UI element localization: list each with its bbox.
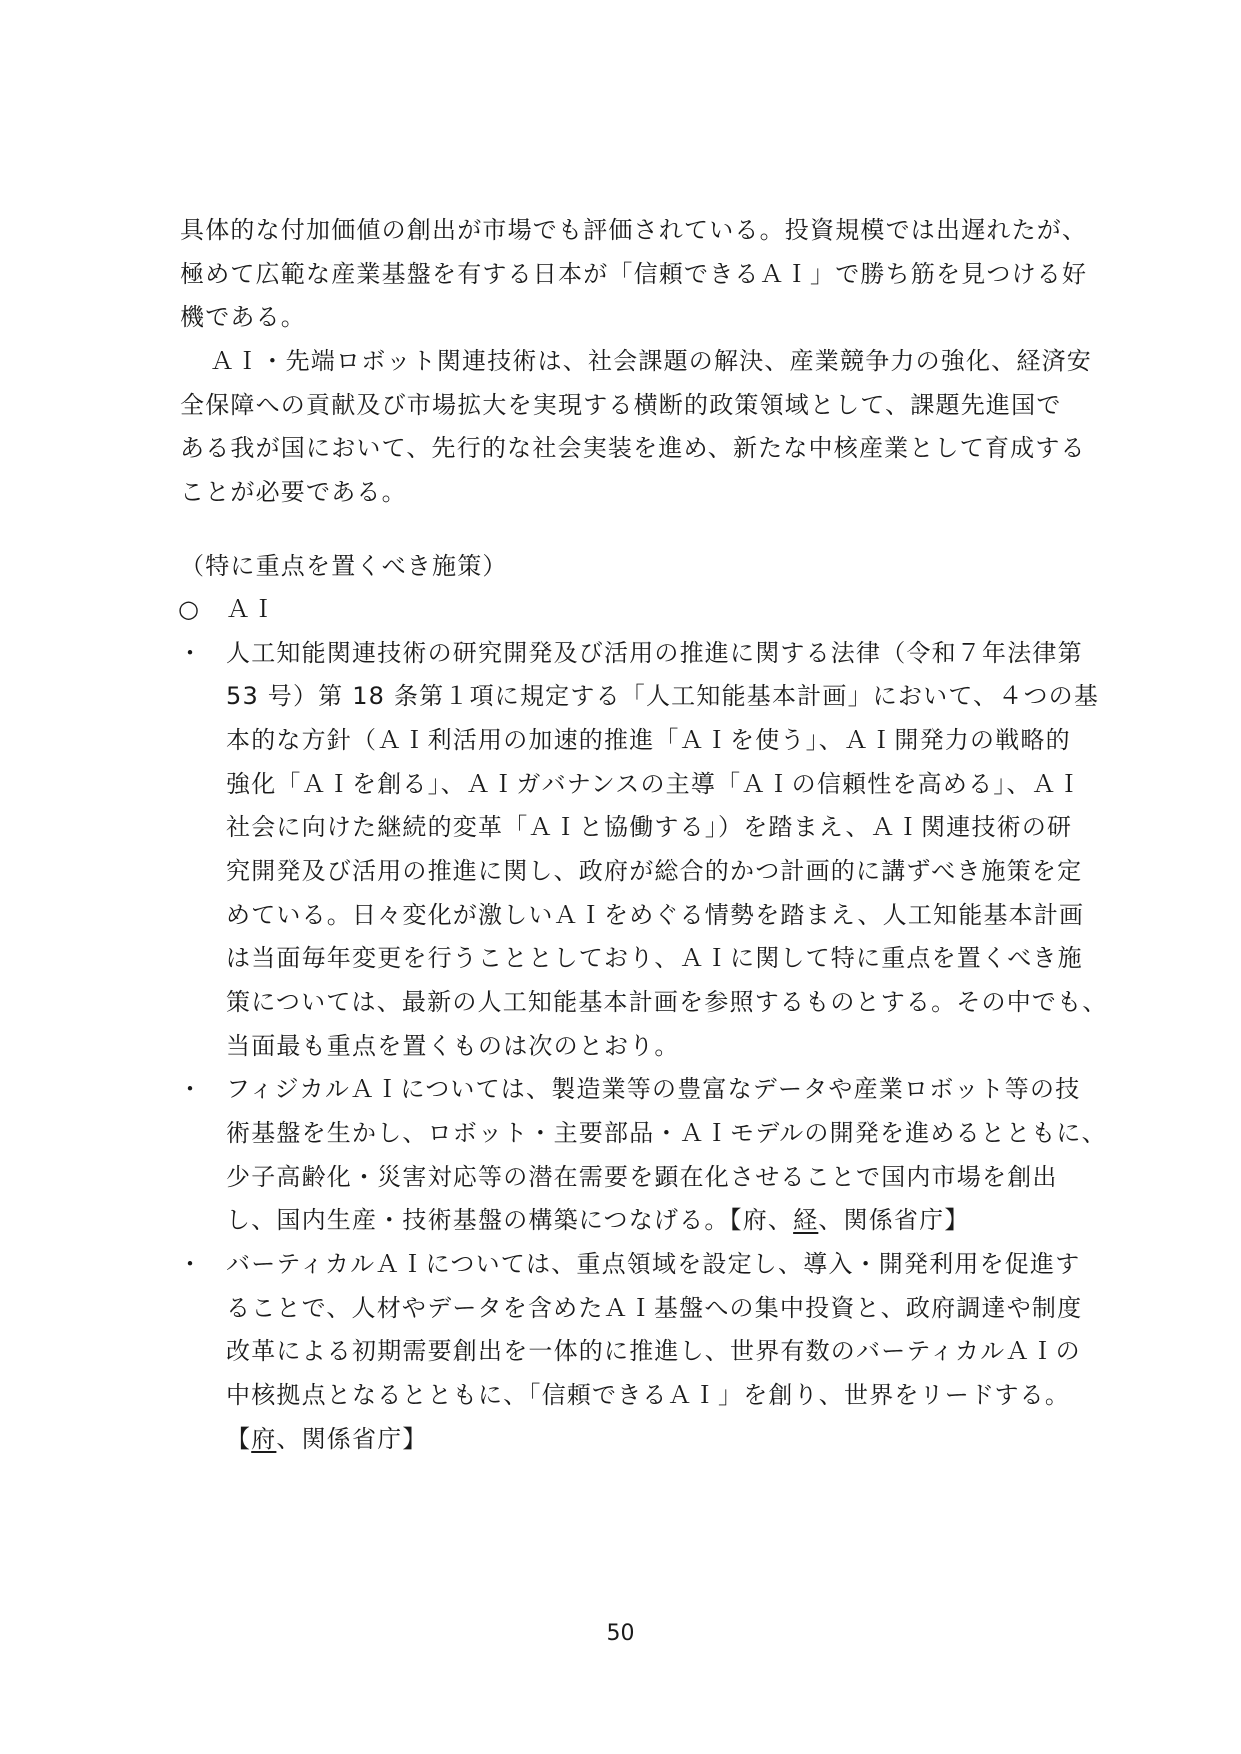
bullet-text-line: ることで、人材やデータを含めたＡＩ基盤への集中投資と、政府調達や制度 <box>226 1293 1083 1322</box>
bullet-text-line: 強化「ＡＩを創る」、ＡＩガバナンスの主導「ＡＩの信頼性を高める」、ＡＩ <box>226 769 1083 798</box>
circle-bullet-icon: ○ <box>178 594 199 623</box>
bullet-text-line: 改革による初期需要創出を一体的に推進し、世界有数のバーティカルＡＩの <box>226 1337 1081 1366</box>
lead-ministry-marker: 経 <box>793 1206 819 1235</box>
bullet-text-line: 少子高齢化・災害対応等の潜在需要を顕在化させることで国内市場を創出 <box>226 1162 1058 1191</box>
body-text-line: ある我が国において、先行的な社会実装を進め、新たな中核産業として育成する <box>180 434 1086 463</box>
bullet-text-segment: 、関係省庁】 <box>276 1424 428 1453</box>
bullet-text-line: 53 号）第 18 条第１項に規定する「人工知能基本計画」において、４つの基 <box>226 682 1100 711</box>
bullet-text-line <box>226 1423 428 1455</box>
bullet-text-segment: 、関係省庁】 <box>818 1206 970 1235</box>
bullet-text-line: 当面最も重点を置くものは次のとおり。 <box>226 1031 680 1060</box>
bullet-text-line: 人工知能関連技術の研究開発及び活用の推進に関する法律（令和７年法律第 <box>226 638 1083 667</box>
bullet-text-line <box>226 1204 970 1236</box>
page-number: 50 <box>606 1621 635 1646</box>
bullet-text-line: めている。日々変化が激しいＡＩをめぐる情勢を踏まえ、人工知能基本計画 <box>226 900 1085 929</box>
bullet-text-line: フィジカルＡＩについては、製造業等の豊富なデータや産業ロボット等の技 <box>226 1075 1081 1104</box>
bullet-icon: ・ <box>178 1075 202 1104</box>
bullet-text-line: 中核拠点となるとともに、「信頼できるＡＩ」を創り、世界をリードする。 <box>226 1381 1071 1410</box>
bullet-icon: ・ <box>178 1250 202 1279</box>
bullet-text-segment: 【 <box>226 1424 252 1453</box>
bullet-icon: ・ <box>178 638 202 667</box>
body-text-line: 極めて広範な産業基盤を有する日本が「信頼できるＡＩ」で勝ち筋を見つける好 <box>180 259 1088 288</box>
lead-ministry-marker: 府 <box>251 1424 277 1453</box>
bullet-text-line: バーティカルＡＩについては、重点領域を設定し、導入・開発利用を促進す <box>226 1250 1081 1279</box>
body-text-line: 機である。 <box>180 303 306 332</box>
bullet-text-line: 本的な方針（ＡＩ利活用の加速的推進「ＡＩを使う」、ＡＩ開発力の戦略的 <box>226 725 1071 754</box>
bullet-text-line: 社会に向けた継続的変革「ＡＩと協働する」）を踏まえ、ＡＩ関連技術の研 <box>226 813 1073 842</box>
body-text-line: ことが必要である。 <box>180 478 407 507</box>
bullet-text-segment: し、国内生産・技術基盤の構築につなげる。【府、 <box>226 1206 794 1235</box>
section-heading: （特に重点を置くべき施策） <box>180 552 508 580</box>
body-text-line: 全保障への貢献及び市場拡大を実現する横断的政策領域として、課題先進国で <box>180 390 1062 419</box>
bullet-text-line: 究開発及び活用の推進に関し、政府が総合的かつ計画的に講ずべき施策を定 <box>226 856 1083 885</box>
body-text-line: ＡＩ・先端ロボット関連技術は、社会課題の解決、産業競争力の強化、経済安 <box>210 347 1092 376</box>
bullet-text-line: は当面毎年変更を行うこととしており、ＡＩに関して特に重点を置くべき施 <box>226 944 1083 973</box>
body-text-line: 具体的な付加価値の創出が市場でも評価されている。投資規模では出遅れたが、 <box>180 216 1088 244</box>
bullet-text-line: 策については、最新の人工知能基本計画を参照するものとする。その中でも、 <box>226 987 1108 1016</box>
subsection-title: ＡＩ <box>226 594 277 623</box>
bullet-text-line: 術基盤を生かし、ロボット・主要部品・ＡＩモデルの開発を進めるとともに、 <box>226 1119 1107 1147</box>
